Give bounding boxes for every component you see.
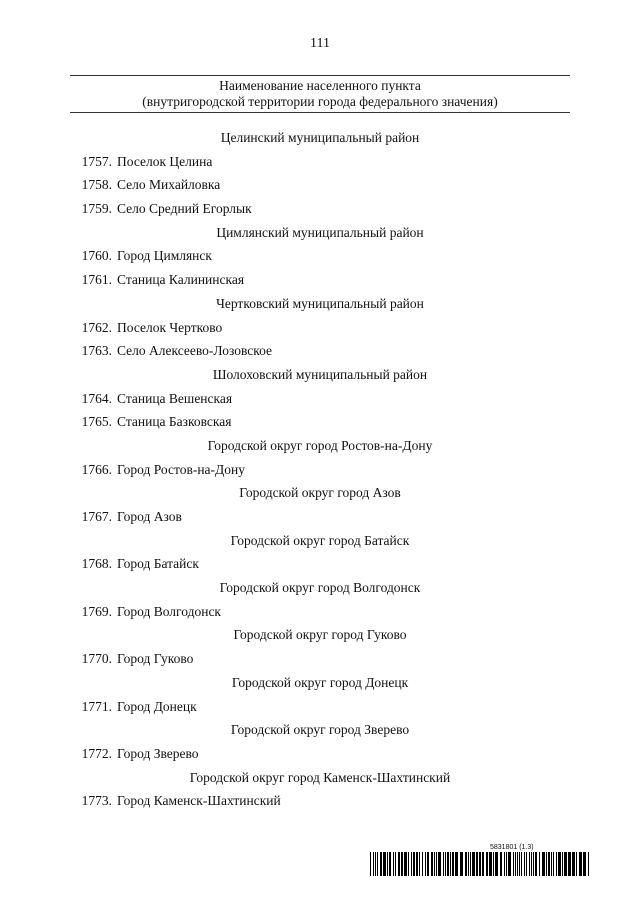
barcode-bar <box>413 852 415 876</box>
item-name: Поселок Целина <box>117 153 213 169</box>
barcode-bar <box>416 852 418 876</box>
barcode-bar <box>515 852 516 876</box>
barcode-image <box>370 852 592 876</box>
barcode-bar <box>558 852 561 876</box>
barcode-bar <box>553 852 554 876</box>
barcode-bar <box>468 852 469 876</box>
item-number: 1769. <box>81 603 112 619</box>
header-bottom-rule <box>70 112 570 113</box>
barcode-bar <box>408 852 409 876</box>
barcode-bar <box>404 852 407 876</box>
barcode-bar <box>583 852 586 876</box>
barcode-block <box>370 843 592 876</box>
barcode-bar <box>519 852 520 876</box>
district-heading: Городской округ город Волгодонск <box>219 580 421 596</box>
item-name: Станица Вешенская <box>117 390 233 406</box>
district-heading: Шолоховский муниципальный район <box>212 366 428 382</box>
barcode-bar <box>436 852 437 876</box>
list-item <box>70 197 570 221</box>
barcode-bar <box>452 852 454 876</box>
barcode-bar <box>489 852 492 876</box>
barcode-bar <box>551 852 552 876</box>
item-name: Город Донецк <box>117 698 197 714</box>
district-heading: Городской округ город Батайск <box>230 532 410 548</box>
barcode-bar <box>493 852 494 876</box>
column-header <box>70 78 570 110</box>
barcode-bar <box>579 852 582 876</box>
column-header-line-1: Наименование населенного пункта <box>219 78 421 93</box>
item-name: Село Средний Егорлык <box>117 201 252 217</box>
barcode-bar <box>460 852 463 876</box>
barcode-bar <box>513 852 514 876</box>
barcode-bar <box>539 852 540 876</box>
district-heading: Городской округ город Донецк <box>231 674 409 690</box>
list-item <box>70 552 570 576</box>
list-item <box>70 600 570 624</box>
district-heading: Городской округ город Гуково <box>233 627 407 643</box>
barcode-bar <box>517 852 518 876</box>
list-item <box>70 316 570 340</box>
item-number: 1764. <box>81 390 112 406</box>
barcode-bar <box>486 852 488 876</box>
barcode-bar <box>395 852 396 876</box>
barcode-bar <box>401 852 403 876</box>
district-heading: Городской округ город Каменск-Шахтинский <box>189 769 451 785</box>
barcode-bar <box>508 852 511 876</box>
item-name: Город Волгодонск <box>117 603 221 619</box>
item-number: 1757. <box>81 153 112 169</box>
item-number: 1767. <box>81 509 112 524</box>
barcode-bar <box>447 852 449 876</box>
item-name: Село Михайловка <box>117 177 221 193</box>
barcode-bar <box>495 852 498 876</box>
item-name: Город Каменск-Шахтинский <box>117 793 281 809</box>
barcode-bar <box>479 852 481 876</box>
barcode-bar <box>470 852 471 876</box>
item-number: 1763. <box>81 343 112 359</box>
barcode-bar <box>548 852 550 876</box>
barcode-bar <box>556 852 557 876</box>
barcode-bar <box>576 852 577 876</box>
barcode-bar <box>431 852 433 876</box>
barcode-bar <box>425 852 426 876</box>
barcode-bar <box>443 852 444 876</box>
barcode-bar <box>476 852 478 876</box>
item-number: 1759. <box>81 201 112 217</box>
barcode-bar <box>450 852 451 876</box>
barcode-bar <box>533 852 534 876</box>
item-number: 1772. <box>81 745 112 761</box>
district-heading: Городской округ город Азов <box>239 485 401 501</box>
item-number: 1765. <box>81 414 112 430</box>
page-number: 111 <box>310 36 330 51</box>
barcode-bar <box>568 852 571 876</box>
item-number: 1770. <box>81 651 112 667</box>
barcode-bar <box>588 852 589 876</box>
header-top-rule <box>70 75 570 76</box>
barcode-bar <box>383 852 386 876</box>
barcode-bar <box>562 852 563 876</box>
barcode-bar <box>422 852 423 876</box>
item-name: Город Зверево <box>117 745 199 761</box>
barcode-bar <box>455 852 458 876</box>
barcode-bar <box>387 852 388 876</box>
barcode-bar <box>535 852 537 876</box>
list-item <box>70 458 570 482</box>
item-name: Станица Базковская <box>117 414 232 430</box>
list-item <box>70 173 570 197</box>
item-name: Город Азов <box>117 509 182 524</box>
item-name: Город Батайск <box>117 556 199 572</box>
district-heading: Чертковский муниципальный район <box>216 295 424 311</box>
barcode-bar <box>546 852 547 876</box>
barcode-bar <box>506 852 507 876</box>
barcode-bar <box>542 852 545 876</box>
barcode-bar <box>521 852 522 876</box>
item-name: Город Ростов-на-Дону <box>117 461 245 477</box>
district-heading: Цимлянский муниципальный район <box>216 224 424 240</box>
barcode-bar <box>377 852 378 876</box>
barcode-bar <box>398 852 400 876</box>
item-name: Село Алексеево-Лозовское <box>117 343 273 359</box>
list-item <box>70 695 570 719</box>
barcode-bar <box>572 852 575 876</box>
barcode-bar <box>393 852 394 876</box>
barcode-bar <box>373 852 374 876</box>
item-number: 1768. <box>81 556 112 572</box>
barcode-bar <box>370 852 371 876</box>
item-number: 1760. <box>81 248 112 264</box>
barcode-bar <box>500 852 502 876</box>
list-item <box>70 410 570 434</box>
item-number: 1758. <box>81 177 112 193</box>
barcode-bar <box>434 852 435 876</box>
list-item <box>70 339 570 363</box>
barcode-bar <box>380 852 382 876</box>
barcode-bar <box>465 852 467 876</box>
item-number: 1771. <box>81 698 112 714</box>
column-header-line-2: (внутригородской территории города федерального значения) <box>142 94 498 109</box>
barcode-bar <box>419 852 420 876</box>
barcode-bar <box>445 852 446 876</box>
list-item <box>70 789 570 813</box>
list-item <box>70 268 570 292</box>
item-number: 1773. <box>81 793 112 809</box>
item-number: 1766. <box>81 461 112 477</box>
list-item <box>70 150 570 174</box>
barcode-bar <box>438 852 441 876</box>
barcode-bar <box>411 852 412 876</box>
item-number: 1761. <box>81 272 112 288</box>
list-item <box>70 742 570 766</box>
district-heading: Городской округ город Зверево <box>230 722 410 738</box>
item-number: 1762. <box>81 319 112 335</box>
district-heading: Городской округ город Ростов-на-Дону <box>207 437 433 453</box>
list-item <box>70 505 570 529</box>
list-item <box>70 244 570 268</box>
barcode-bar <box>529 852 530 876</box>
barcode-bar <box>375 852 376 876</box>
barcode-bar <box>531 852 532 876</box>
barcode-bar <box>482 852 484 876</box>
item-name: Станица Калининская <box>117 272 245 288</box>
barcode-bar <box>427 852 429 876</box>
barcode-bar <box>389 852 391 876</box>
barcode-bar <box>564 852 567 876</box>
item-name: Город Цимлянск <box>117 248 212 264</box>
barcode-bar <box>472 852 475 876</box>
barcode-bar <box>524 852 525 876</box>
barcode-bar <box>526 852 527 876</box>
item-name: Город Гуково <box>117 651 194 667</box>
item-name: Поселок Чертково <box>117 319 223 335</box>
barcode-bar <box>504 852 505 876</box>
list-item <box>70 647 570 671</box>
list-item <box>70 387 570 411</box>
settlement-list <box>70 126 570 813</box>
barcode-code: 5831801 (1.3) <box>490 844 534 851</box>
district-heading: Целинский муниципальный район <box>220 130 420 145</box>
